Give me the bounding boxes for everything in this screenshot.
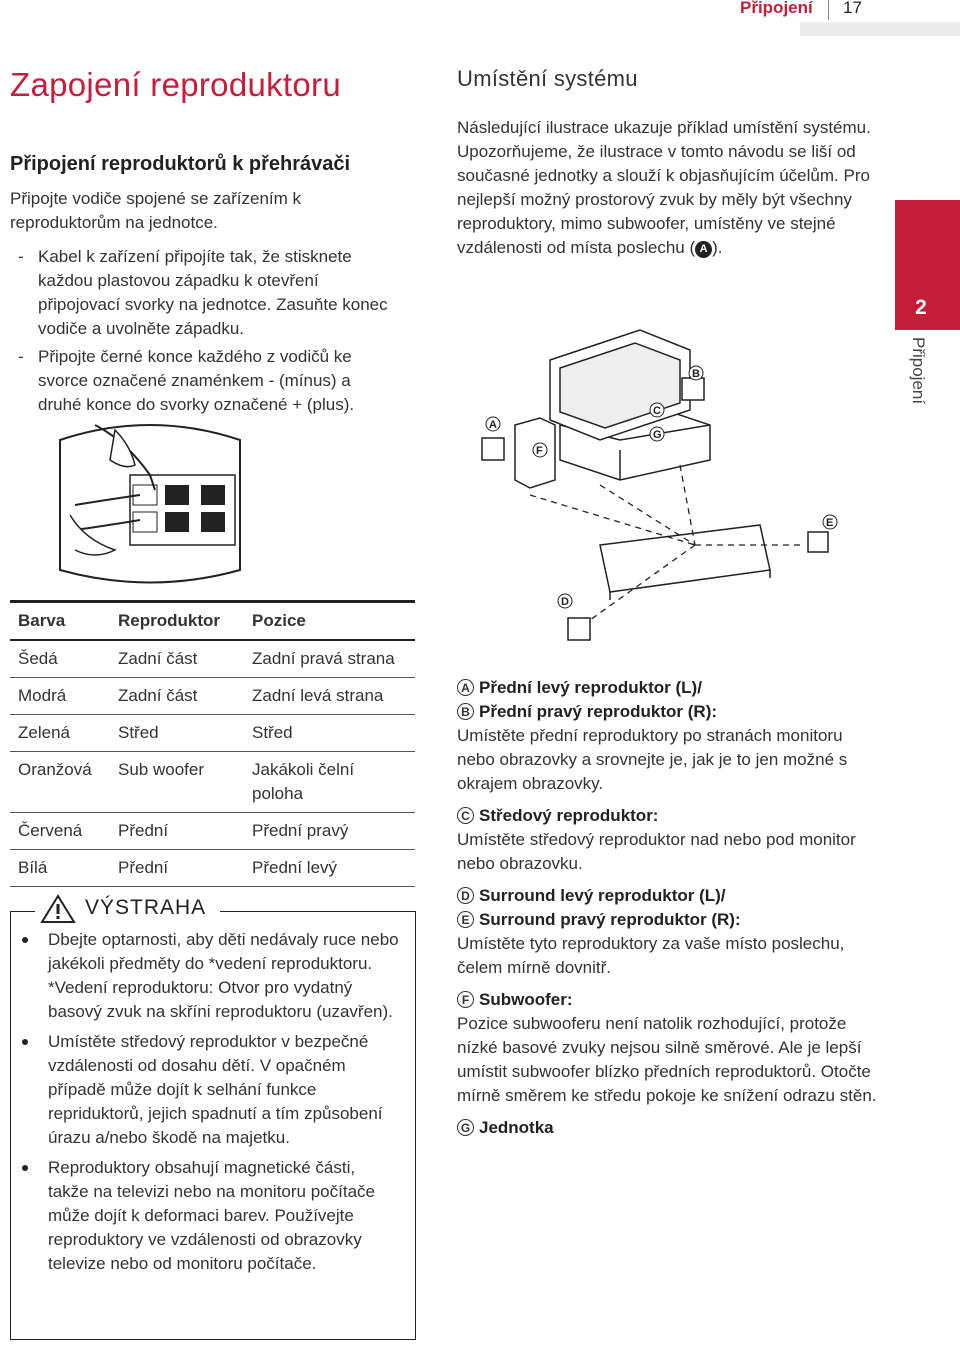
warning-bullet-3 bbox=[20, 1156, 400, 1276]
warning-bullet-2 bbox=[20, 1030, 400, 1150]
speaker-legend bbox=[457, 676, 877, 1148]
legend-item-a bbox=[457, 676, 877, 700]
table-row bbox=[10, 678, 415, 715]
legend-head-e: Surround pravý reproduktor (R): bbox=[479, 910, 741, 929]
table-row bbox=[10, 640, 415, 678]
placement-intro-end: ). bbox=[712, 238, 723, 257]
cell: Přední levý bbox=[244, 850, 415, 887]
cell: Střed bbox=[110, 715, 244, 752]
step-1-text: Kabel k zařízení připojíte tak, že stisknete každou plastovou západku k otevření připojovací svorky na jednotce. Zasuňte konec vodiče a uvolněte západku. bbox=[38, 247, 388, 338]
chapter-number: 2 bbox=[915, 296, 927, 319]
legend-marker-f: F bbox=[457, 991, 474, 1008]
cell: Modrá bbox=[10, 678, 110, 715]
legend-marker-g: G bbox=[457, 1119, 474, 1136]
section-heading-connect: Připojení reproduktorů k přehrávači bbox=[10, 153, 351, 175]
legend-item-e bbox=[457, 908, 877, 980]
step-2 bbox=[18, 345, 398, 417]
cell: Zelená bbox=[10, 715, 110, 752]
warning-list bbox=[20, 928, 400, 1282]
speaker-terminal-illustration bbox=[55, 420, 245, 590]
legend-item-c bbox=[457, 804, 877, 876]
speaker-color-table bbox=[10, 600, 415, 887]
warning-title: VÝSTRAHA bbox=[85, 896, 207, 919]
dash-2: - bbox=[18, 347, 24, 366]
legend-head-a: Přední levý reproduktor (L)/ bbox=[479, 678, 702, 697]
label-g-unit: G bbox=[653, 429, 662, 441]
connect-intro: Připojte vodiče spojené se zařízením k reproduktorům na jednotce. bbox=[10, 189, 302, 232]
cell: Přední bbox=[110, 850, 244, 887]
col-pozice: Pozice bbox=[244, 602, 415, 641]
cell: Zadní část bbox=[110, 678, 244, 715]
legend-marker-b: B bbox=[457, 703, 474, 720]
legend-item-d bbox=[457, 884, 877, 908]
table-row bbox=[10, 752, 415, 813]
legend-marker-e: E bbox=[457, 911, 474, 928]
legend-head-c: Středový reproduktor: bbox=[479, 806, 659, 825]
placement-intro-text: Následující ilustrace ukazuje příklad umístění systému. Upozorňujeme, že ilustrace v tomto návodu se liší od současné jednotky a slouží k objasňujícím účelům. Pro nejlepší možný prostorový zvuk by měly být všechny reproduktory, mimo subwoofer, umístěny ve stejné vzdálenosti od místa poslechu ( bbox=[457, 118, 871, 257]
legend-marker-c: C bbox=[457, 807, 474, 824]
cell: Šedá bbox=[10, 640, 110, 678]
label-f-subwoofer: F bbox=[536, 445, 543, 457]
warning-rule-left bbox=[10, 911, 35, 912]
legend-marker-a: A bbox=[457, 679, 474, 696]
legend-text-e: Umístěte tyto reproduktory za vaše místo poslechu, čelem mírně dovnitř. bbox=[457, 934, 845, 977]
cell: Zadní pravá strana bbox=[244, 640, 415, 678]
table-row bbox=[10, 813, 415, 850]
label-d-surround-left: D bbox=[561, 596, 569, 608]
cell: Zadní levá strana bbox=[244, 678, 415, 715]
cell: Bílá bbox=[10, 850, 110, 887]
chapter-label: Připojení bbox=[909, 337, 928, 405]
label-c-center: C bbox=[653, 405, 661, 417]
warning-rule-right bbox=[220, 911, 415, 912]
header-section: Připojení bbox=[740, 0, 813, 17]
room-placement-diagram bbox=[470, 300, 870, 645]
warning-icon bbox=[40, 894, 76, 924]
warning-text-3: Reproduktory obsahují magnetické části, takže na televizi nebo na monitoru počítače může dojít k deformaci barev. Používejte reproduktory ve vzdálenosti od obrazovky televize nebo od monitoru počítače. bbox=[48, 1158, 375, 1273]
legend-marker-d: D bbox=[457, 887, 474, 904]
legend-item-b bbox=[457, 700, 877, 796]
legend-head-d: Surround levý reproduktor (L)/ bbox=[479, 886, 726, 905]
table-header-row bbox=[10, 602, 415, 641]
cell: Oranžová bbox=[10, 752, 110, 813]
page-number: 17 bbox=[843, 0, 862, 17]
warning-text-2: Umístěte středový reproduktor v bezpečné vzdálenosti od dosahu dětí. V opačném případě může dojít k selhání funkce repriduktorů, jejich spadnutí a tím způsobení úrazu a/nebo škodě na majetku. bbox=[48, 1032, 383, 1147]
label-e-surround-right: E bbox=[826, 517, 834, 529]
legend-text-c: Umístěte středový reproduktor nad nebo pod monitor nebo obrazovku. bbox=[457, 830, 856, 873]
legend-item-g bbox=[457, 1116, 877, 1140]
col-reproduktor: Reproduktor bbox=[110, 602, 244, 641]
legend-text-f: Pozice subwooferu není natolik rozhodující, protože nízké basové zvuky nejsou silně směrové. Ale je lepší umístit subwoofer blízko předních reproduktorů. Otočte mírně směrem ke středu pokoje ke snížení odrazu stěn. bbox=[457, 1014, 877, 1105]
table-row bbox=[10, 850, 415, 887]
step-1 bbox=[18, 245, 398, 341]
table-row bbox=[10, 715, 415, 752]
col-barva: Barva bbox=[10, 602, 110, 641]
step-2-text: Připojte černé konce každého z vodičů ke svorce označené znaménkem - (mínus) a druhé konce do svorky označené + (plus). bbox=[38, 347, 355, 414]
header-divider bbox=[828, 0, 829, 20]
bullet-dot bbox=[22, 1039, 28, 1045]
cell: Střed bbox=[244, 715, 415, 752]
cell: Červená bbox=[10, 813, 110, 850]
label-a-front-left: A bbox=[489, 419, 497, 431]
legend-item-f bbox=[457, 988, 877, 1108]
bullet-dot bbox=[22, 937, 28, 943]
cell: Přední bbox=[110, 813, 244, 850]
cell: Přední pravý bbox=[244, 813, 415, 850]
section-heading-placement: Umístění systému bbox=[457, 66, 638, 91]
cell: Sub woofer bbox=[110, 752, 244, 813]
header-bar bbox=[800, 22, 960, 36]
warning-text-1: Dbejte optarnosti, aby děti nedávaly ruce nebo jakékoli předměty do *vedení reproduktoru. *Vedení reproduktoru: Otvor pro vydatný basový zvuk na skříni reproduktoru (uzavřen). bbox=[48, 930, 399, 1021]
legend-head-b: Přední pravý reproduktor (R): bbox=[479, 702, 718, 721]
legend-text-b: Umístěte přední reproduktory po stranách monitoru nebo obrazovky a srovnejte je, jak je to jen možné s okrajem obrazovky. bbox=[457, 726, 848, 793]
legend-head-g: Jednotka bbox=[479, 1118, 554, 1137]
cell: Jakákoli čelní poloha bbox=[244, 752, 415, 813]
page-title: Zapojení reproduktoru bbox=[10, 66, 341, 103]
cell: Zadní část bbox=[110, 640, 244, 678]
dash-1: - bbox=[18, 247, 24, 266]
listening-position-marker: A bbox=[695, 241, 712, 258]
bullet-dot bbox=[22, 1165, 28, 1171]
legend-head-f: Subwoofer: bbox=[479, 990, 573, 1009]
placement-intro bbox=[457, 116, 877, 260]
warning-bullet-1 bbox=[20, 928, 400, 1024]
label-b-front-right: B bbox=[692, 368, 700, 380]
